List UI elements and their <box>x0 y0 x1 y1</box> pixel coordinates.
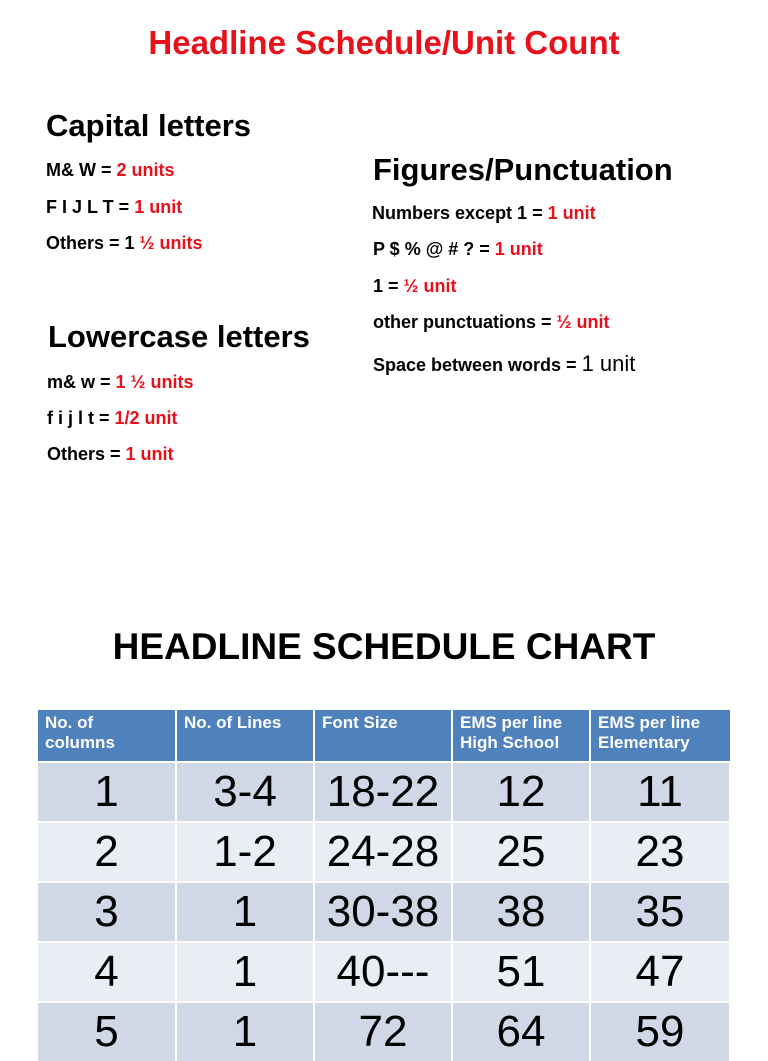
table-cell: 18-22 <box>314 762 452 822</box>
table-header-row <box>38 710 730 762</box>
headline-schedule-table <box>38 710 731 1061</box>
table-cell: 1-2 <box>176 822 314 882</box>
table-cell: 25 <box>452 822 590 882</box>
column-header-line: EMS per line <box>460 713 563 732</box>
column-header <box>314 710 452 762</box>
rule-label: Numbers except 1 = <box>372 203 548 223</box>
table-cell: 1 <box>176 882 314 942</box>
capital-rule-others <box>46 233 203 254</box>
table-cell: 11 <box>590 762 730 822</box>
page-title: Headline Schedule/Unit Count <box>148 24 620 61</box>
column-header <box>452 710 590 762</box>
rule-label: Others = <box>47 444 126 464</box>
rule-value: 1 unit <box>125 444 174 464</box>
lowercase-rule-mw <box>47 372 194 393</box>
rule-value: ½ unit <box>403 276 457 296</box>
table-cell: 24-28 <box>314 822 452 882</box>
column-header <box>590 710 730 762</box>
column-header-line: Font Size <box>322 713 398 732</box>
rule-label: f i j l t = <box>47 408 115 428</box>
table-row <box>38 942 730 1002</box>
rule-value: 2 units <box>116 160 175 180</box>
lowercase-letters-heading: Lowercase letters <box>48 319 310 354</box>
column-header-line: No. of Lines <box>184 713 282 732</box>
table-cell: 51 <box>452 942 590 1002</box>
rule-value: ½ unit <box>556 312 610 332</box>
rule-label: Others = 1 <box>46 233 140 253</box>
rule-value: 1 unit <box>494 239 543 259</box>
column-header-line: columns <box>45 733 115 752</box>
table-cell: 23 <box>590 822 730 882</box>
column-header <box>176 710 314 762</box>
rule-label: other punctuations = <box>373 312 557 332</box>
column-header-line: Elementary <box>598 733 690 752</box>
table-cell: 59 <box>590 1002 730 1061</box>
capital-rule-mw <box>46 160 175 181</box>
table-cell: 40--- <box>314 942 452 1002</box>
table-cell: 1 <box>176 942 314 1002</box>
figures-rule-numbers <box>372 203 596 224</box>
rule-value: ½ units <box>139 233 203 253</box>
figures-rule-one <box>373 276 457 297</box>
table-cell: 72 <box>314 1002 452 1061</box>
figures-rule-space <box>373 351 635 377</box>
rule-value: 1 unit <box>547 203 596 223</box>
rule-label: M& W = <box>46 160 117 180</box>
table-cell: 3-4 <box>176 762 314 822</box>
table-cell: 5 <box>38 1002 176 1061</box>
table-cell: 1 <box>38 762 176 822</box>
table-cell: 47 <box>590 942 730 1002</box>
figures-rule-punctuation <box>373 312 610 333</box>
rule-label: P $ % @ # ? = <box>373 239 495 259</box>
table-cell: 4 <box>38 942 176 1002</box>
table-cell: 3 <box>38 882 176 942</box>
table-row <box>38 1002 730 1061</box>
table-cell: 38 <box>452 882 590 942</box>
rule-value: 1 unit <box>581 351 636 376</box>
table-cell: 64 <box>452 1002 590 1061</box>
rule-label: 1 = <box>373 276 404 296</box>
column-header-line: High School <box>460 733 560 752</box>
table-row <box>38 762 730 822</box>
capital-rule-fijlt <box>46 197 182 218</box>
column-header <box>38 710 176 762</box>
rule-label: m& w = <box>47 372 116 392</box>
rule-value: 1 ½ units <box>115 372 194 392</box>
table-cell: 12 <box>452 762 590 822</box>
lowercase-rule-fijlt <box>47 408 178 429</box>
table-cell: 30-38 <box>314 882 452 942</box>
capital-letters-heading: Capital letters <box>46 108 252 143</box>
table-cell: 1 <box>176 1002 314 1061</box>
lowercase-rule-others <box>47 444 174 465</box>
chart-title: HEADLINE SCHEDULE CHART <box>112 626 656 667</box>
table-row <box>38 822 730 882</box>
figures-rule-symbols <box>373 239 543 260</box>
rule-label: F I J L T = <box>46 197 135 217</box>
column-header-line: No. of <box>45 713 94 732</box>
table-cell: 35 <box>590 882 730 942</box>
rule-label: Space between words = <box>373 355 582 375</box>
table-cell: 2 <box>38 822 176 882</box>
rule-value: 1 unit <box>134 197 183 217</box>
table-row <box>38 882 730 942</box>
column-header-line: EMS per line <box>598 713 701 732</box>
figures-punctuation-heading: Figures/Punctuation <box>373 152 673 187</box>
rule-value: 1/2 unit <box>114 408 178 428</box>
